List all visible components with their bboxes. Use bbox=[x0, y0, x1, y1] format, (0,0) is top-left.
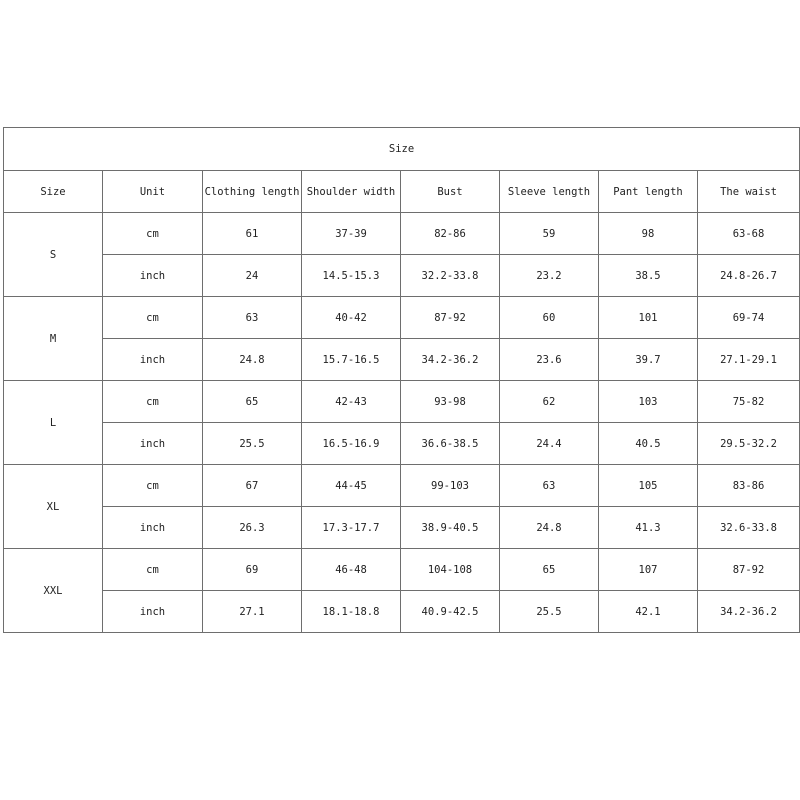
measurement-cell: 105 bbox=[599, 465, 698, 507]
column-header: The waist bbox=[698, 171, 800, 213]
unit-cell: cm bbox=[103, 549, 203, 591]
column-header: Pant length bbox=[599, 171, 698, 213]
size-label-cell: XL bbox=[4, 465, 103, 549]
measurement-cell: 65 bbox=[500, 549, 599, 591]
measurement-cell: 62 bbox=[500, 381, 599, 423]
measurement-cell: 23.6 bbox=[500, 339, 599, 381]
measurement-cell: 60 bbox=[500, 297, 599, 339]
unit-cell: inch bbox=[103, 339, 203, 381]
measurement-cell: 38.9-40.5 bbox=[401, 507, 500, 549]
column-header: Size bbox=[4, 171, 103, 213]
size-label-cell: L bbox=[4, 381, 103, 465]
unit-cell: cm bbox=[103, 381, 203, 423]
header-row bbox=[4, 171, 800, 213]
measurement-cell: 101 bbox=[599, 297, 698, 339]
measurement-cell: 36.6-38.5 bbox=[401, 423, 500, 465]
measurement-cell: 27.1 bbox=[203, 591, 302, 633]
measurement-cell: 104-108 bbox=[401, 549, 500, 591]
size-chart-table bbox=[3, 127, 800, 633]
measurement-cell: 34.2-36.2 bbox=[698, 591, 800, 633]
measurement-cell: 99-103 bbox=[401, 465, 500, 507]
measurement-cell: 107 bbox=[599, 549, 698, 591]
measurement-cell: 32.6-33.8 bbox=[698, 507, 800, 549]
measurement-cell: 98 bbox=[599, 213, 698, 255]
table-row bbox=[4, 549, 800, 591]
table-row bbox=[4, 255, 800, 297]
measurement-cell: 18.1-18.8 bbox=[302, 591, 401, 633]
table-row bbox=[4, 507, 800, 549]
unit-cell: inch bbox=[103, 507, 203, 549]
unit-cell: cm bbox=[103, 297, 203, 339]
measurement-cell: 17.3-17.7 bbox=[302, 507, 401, 549]
measurement-cell: 25.5 bbox=[203, 423, 302, 465]
column-header: Bust bbox=[401, 171, 500, 213]
measurement-cell: 93-98 bbox=[401, 381, 500, 423]
measurement-cell: 63-68 bbox=[698, 213, 800, 255]
measurement-cell: 24.8 bbox=[500, 507, 599, 549]
measurement-cell: 46-48 bbox=[302, 549, 401, 591]
measurement-cell: 65 bbox=[203, 381, 302, 423]
measurement-cell: 24.4 bbox=[500, 423, 599, 465]
table-row bbox=[4, 423, 800, 465]
measurement-cell: 59 bbox=[500, 213, 599, 255]
table-row bbox=[4, 339, 800, 381]
title-row bbox=[4, 128, 800, 171]
table-row bbox=[4, 297, 800, 339]
unit-cell: inch bbox=[103, 255, 203, 297]
size-label-cell: S bbox=[4, 213, 103, 297]
unit-cell: cm bbox=[103, 465, 203, 507]
measurement-cell: 40.5 bbox=[599, 423, 698, 465]
measurement-cell: 38.5 bbox=[599, 255, 698, 297]
measurement-cell: 14.5-15.3 bbox=[302, 255, 401, 297]
column-header: Clothing length bbox=[203, 171, 302, 213]
measurement-cell: 69-74 bbox=[698, 297, 800, 339]
table-row bbox=[4, 213, 800, 255]
measurement-cell: 67 bbox=[203, 465, 302, 507]
table-title: Size bbox=[4, 128, 800, 171]
column-header: Unit bbox=[103, 171, 203, 213]
measurement-cell: 27.1-29.1 bbox=[698, 339, 800, 381]
measurement-cell: 16.5-16.9 bbox=[302, 423, 401, 465]
table-row bbox=[4, 381, 800, 423]
measurement-cell: 42-43 bbox=[302, 381, 401, 423]
measurement-cell: 44-45 bbox=[302, 465, 401, 507]
measurement-cell: 87-92 bbox=[698, 549, 800, 591]
measurement-cell: 40-42 bbox=[302, 297, 401, 339]
measurement-cell: 37-39 bbox=[302, 213, 401, 255]
measurement-cell: 15.7-16.5 bbox=[302, 339, 401, 381]
measurement-cell: 40.9-42.5 bbox=[401, 591, 500, 633]
table-row bbox=[4, 591, 800, 633]
measurement-cell: 82-86 bbox=[401, 213, 500, 255]
measurement-cell: 24 bbox=[203, 255, 302, 297]
measurement-cell: 26.3 bbox=[203, 507, 302, 549]
measurement-cell: 75-82 bbox=[698, 381, 800, 423]
measurement-cell: 83-86 bbox=[698, 465, 800, 507]
measurement-cell: 103 bbox=[599, 381, 698, 423]
unit-cell: inch bbox=[103, 591, 203, 633]
measurement-cell: 61 bbox=[203, 213, 302, 255]
measurement-cell: 63 bbox=[500, 465, 599, 507]
measurement-cell: 41.3 bbox=[599, 507, 698, 549]
measurement-cell: 25.5 bbox=[500, 591, 599, 633]
measurement-cell: 23.2 bbox=[500, 255, 599, 297]
size-label-cell: M bbox=[4, 297, 103, 381]
size-table-body bbox=[4, 128, 800, 633]
measurement-cell: 24.8 bbox=[203, 339, 302, 381]
column-header: Sleeve length bbox=[500, 171, 599, 213]
measurement-cell: 42.1 bbox=[599, 591, 698, 633]
measurement-cell: 34.2-36.2 bbox=[401, 339, 500, 381]
measurement-cell: 39.7 bbox=[599, 339, 698, 381]
size-label-cell: XXL bbox=[4, 549, 103, 633]
table-row bbox=[4, 465, 800, 507]
measurement-cell: 24.8-26.7 bbox=[698, 255, 800, 297]
measurement-cell: 32.2-33.8 bbox=[401, 255, 500, 297]
measurement-cell: 29.5-32.2 bbox=[698, 423, 800, 465]
column-header: Shoulder width bbox=[302, 171, 401, 213]
measurement-cell: 69 bbox=[203, 549, 302, 591]
measurement-cell: 87-92 bbox=[401, 297, 500, 339]
unit-cell: cm bbox=[103, 213, 203, 255]
unit-cell: inch bbox=[103, 423, 203, 465]
measurement-cell: 63 bbox=[203, 297, 302, 339]
